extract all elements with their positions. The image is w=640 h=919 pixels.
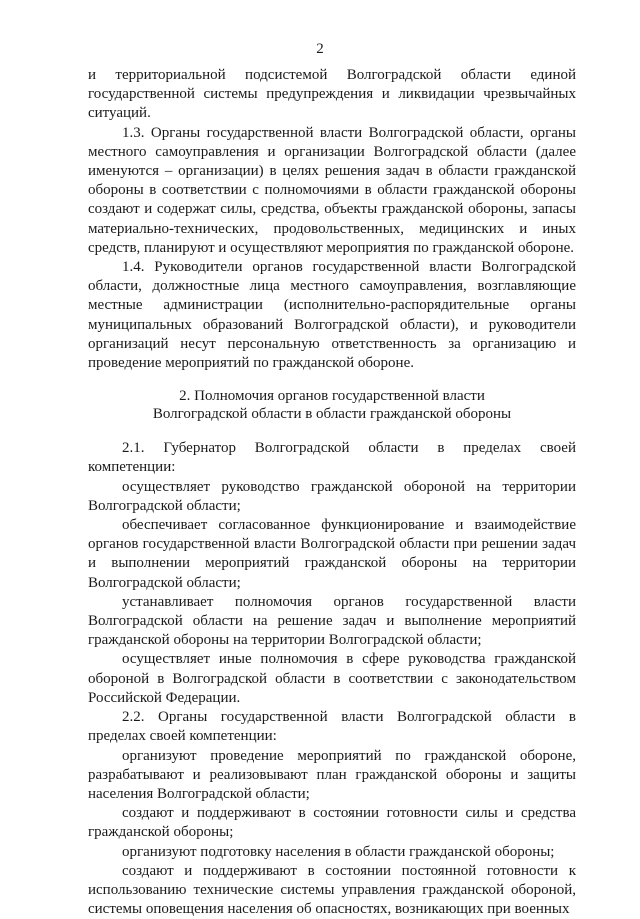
- section-heading-line-1: 2. Полномочия органов государственной власти: [179, 388, 485, 405]
- paragraph-1-4: 1.4. Руководители органов государственной власти Волгоградской области, должностные лица местного самоуправления, возглавляющие местные администрации (исполнительно-распорядительные органы муниципальных образований Волгоградской области), и руководители организаций несут персональную ответственность за организацию и проведение мероприятий по гражданской обороне.: [88, 259, 576, 372]
- paragraph-2-2-item-3: организуют подготовку населения в области гражданской обороны;: [122, 843, 555, 860]
- paragraph-1-3: 1.3. Органы государственной власти Волгоградской области, органы местного самоуправления и организации Волгоградской области (далее именуются – организации) в целях решения задач в области гражданской обороны в соответствии с полномочиями в области гражданской обороны создают и содержат силы, средства, объекты гражданской обороны, запасы материально-технических, продовольственных, медицинских и иных средств, планируют и осуществляют мероприятия по гражданской обороне.: [88, 124, 576, 256]
- paragraph-2-2-item-4: создают и поддерживают в состоянии постоянной готовности к использованию технические системы управления гражданской обороной, системы оповещения населения об опасностях, возникающих при военных: [88, 862, 576, 918]
- paragraph-2-1-item-3: устанавливает полномочия органов государственной власти Волгоградской области на решение задач и выполнение мероприятий гражданской обороны на территории Волгоградской области;: [88, 593, 576, 649]
- paragraph-2-2-item-1: организуют проведение мероприятий по гражданской обороне, разрабатывают и реализовывают план гражданской обороны и защиты населения Волгоградской области;: [88, 747, 576, 802]
- section-heading-line-2: Волгоградской области в области гражданской обороны: [152, 406, 512, 423]
- paragraph-2-2-item-2: создают и поддерживают в состоянии готовности силы и средства гражданской обороны;: [88, 805, 576, 841]
- paragraph-2-1-item-2: обеспечивает согласованное функционирование и взаимодействие органов государственной власти Волгоградской области при решении задач и выполнении мероприятий гражданской обороны на территории Волгоградской области;: [88, 517, 576, 591]
- paragraph-2-1-item-1: осуществляет руководство гражданской обороной на территории Волгоградской области;: [88, 478, 576, 514]
- paragraph-2-1: 2.1. Губернатор Волгоградской области в пределах своей компетенции:: [88, 440, 576, 476]
- paragraph-continuation: и территориальной подсистемой Волгоградской области единой государственной системы предупреждения и ликвидации чрезвычайных ситуаций.: [88, 67, 576, 122]
- paragraph-2-2: 2.2. Органы государственной власти Волгоградской области в пределах своей компетенции:: [88, 709, 576, 745]
- page-number: 2: [316, 41, 324, 57]
- paragraph-2-1-item-4: осуществляет иные полномочия в сфере руководства гражданской обороной в Волгоградской области в соответствии с законодательством Российской Федерации.: [88, 651, 576, 706]
- section-heading: [88, 387, 576, 423]
- document-body: [88, 66, 576, 919]
